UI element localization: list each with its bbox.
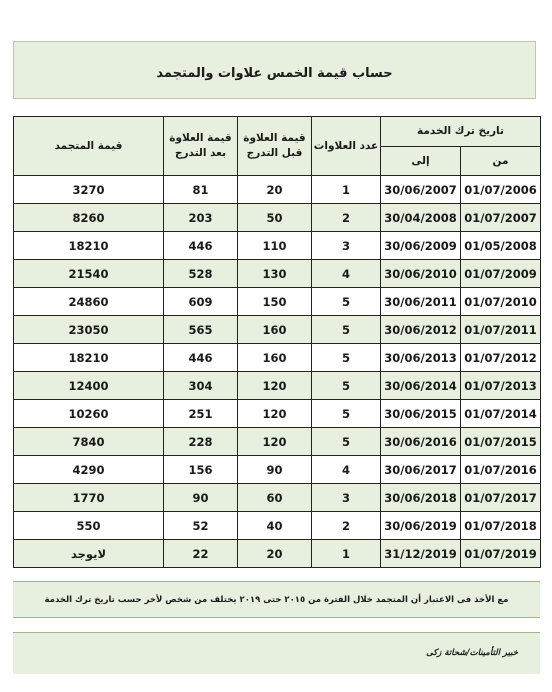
- cell-to: 30/06/2016: [381, 428, 461, 456]
- cell-before: 60: [238, 484, 312, 512]
- cell-after: 251: [164, 400, 238, 428]
- signature-box: [13, 632, 540, 674]
- header-to: إلى: [381, 147, 461, 176]
- table-row: [14, 540, 541, 568]
- cell-to: 30/06/2019: [381, 512, 461, 540]
- cell-to: 30/06/2017: [381, 456, 461, 484]
- cell-before: 20: [238, 176, 312, 204]
- cell-after: 528: [164, 260, 238, 288]
- cell-to: 30/06/2014: [381, 372, 461, 400]
- header-accumulated: قيمة المتجمد: [14, 117, 164, 176]
- table-row: [14, 260, 541, 288]
- cell-accumulated: 1770: [14, 484, 164, 512]
- header-from: من: [461, 147, 541, 176]
- note-box: [13, 581, 540, 618]
- cell-count: 5: [312, 428, 381, 456]
- cell-count: 4: [312, 456, 381, 484]
- cell-accumulated: 4290: [14, 456, 164, 484]
- cell-accumulated: 7840: [14, 428, 164, 456]
- cell-after: 22: [164, 540, 238, 568]
- cell-to: 30/06/2018: [381, 484, 461, 512]
- cell-accumulated: 18210: [14, 232, 164, 260]
- cell-to: 30/06/2007: [381, 176, 461, 204]
- cell-accumulated: 8260: [14, 204, 164, 232]
- page-title: حساب قيمة الخمس علاوات والمتجمد: [156, 65, 393, 81]
- table-row: [14, 512, 541, 540]
- cell-after: 203: [164, 204, 238, 232]
- cell-to: 30/06/2012: [381, 316, 461, 344]
- header-row: [14, 117, 541, 147]
- cell-before: 90: [238, 456, 312, 484]
- header-before: قيمة العلاوة قبل التدرج: [238, 117, 312, 176]
- cell-from: 01/07/2016: [461, 456, 541, 484]
- cell-from: 01/07/2009: [461, 260, 541, 288]
- table-row: [14, 484, 541, 512]
- cell-from: 01/07/2019: [461, 540, 541, 568]
- title-box: [13, 41, 536, 99]
- cell-after: 228: [164, 428, 238, 456]
- cell-to: 30/06/2009: [381, 232, 461, 260]
- table-row: [14, 400, 541, 428]
- cell-from: 01/07/2015: [461, 428, 541, 456]
- cell-to: 30/06/2013: [381, 344, 461, 372]
- cell-count: 1: [312, 540, 381, 568]
- cell-accumulated: 23050: [14, 316, 164, 344]
- cell-from: 01/07/2010: [461, 288, 541, 316]
- cell-before: 120: [238, 372, 312, 400]
- cell-from: 01/07/2013: [461, 372, 541, 400]
- cell-before: 150: [238, 288, 312, 316]
- cell-from: 01/07/2006: [461, 176, 541, 204]
- cell-after: 90: [164, 484, 238, 512]
- cell-to: 30/06/2010: [381, 260, 461, 288]
- cell-before: 120: [238, 400, 312, 428]
- cell-before: 130: [238, 260, 312, 288]
- allowance-table: [13, 116, 541, 568]
- cell-accumulated: 10260: [14, 400, 164, 428]
- cell-count: 1: [312, 176, 381, 204]
- cell-after: 81: [164, 176, 238, 204]
- cell-before: 110: [238, 232, 312, 260]
- cell-count: 5: [312, 400, 381, 428]
- cell-from: 01/07/2007: [461, 204, 541, 232]
- cell-count: 5: [312, 344, 381, 372]
- cell-after: 446: [164, 344, 238, 372]
- table-row: [14, 344, 541, 372]
- cell-count: 5: [312, 316, 381, 344]
- table-row: [14, 456, 541, 484]
- cell-accumulated: 550: [14, 512, 164, 540]
- cell-after: 156: [164, 456, 238, 484]
- cell-after: 52: [164, 512, 238, 540]
- table-row: [14, 232, 541, 260]
- cell-after: 446: [164, 232, 238, 260]
- cell-to: 30/04/2008: [381, 204, 461, 232]
- cell-from: 01/07/2011: [461, 316, 541, 344]
- cell-count: 3: [312, 484, 381, 512]
- cell-count: 2: [312, 512, 381, 540]
- table-row: [14, 176, 541, 204]
- cell-count: 5: [312, 372, 381, 400]
- header-service-date: تاريخ ترك الخدمة: [381, 117, 541, 147]
- header-count: عدد العلاوات: [312, 117, 381, 176]
- cell-count: 4: [312, 260, 381, 288]
- cell-from: 01/07/2017: [461, 484, 541, 512]
- cell-count: 2: [312, 204, 381, 232]
- signature-text: خبير التأمينات/شحاتة زكى: [426, 648, 518, 658]
- cell-from: 01/07/2018: [461, 512, 541, 540]
- cell-from: 01/07/2012: [461, 344, 541, 372]
- header-after: قيمة العلاوة بعد التدرج: [164, 117, 238, 176]
- cell-accumulated: 24860: [14, 288, 164, 316]
- cell-after: 565: [164, 316, 238, 344]
- cell-to: 30/06/2015: [381, 400, 461, 428]
- cell-before: 160: [238, 344, 312, 372]
- table-row: [14, 288, 541, 316]
- table-row: [14, 316, 541, 344]
- cell-to: 30/06/2011: [381, 288, 461, 316]
- cell-before: 50: [238, 204, 312, 232]
- cell-accumulated: 3270: [14, 176, 164, 204]
- cell-before: 120: [238, 428, 312, 456]
- table-row: [14, 204, 541, 232]
- cell-from: 01/05/2008: [461, 232, 541, 260]
- cell-count: 3: [312, 232, 381, 260]
- cell-before: 20: [238, 540, 312, 568]
- cell-accumulated: 21540: [14, 260, 164, 288]
- cell-accumulated: 18210: [14, 344, 164, 372]
- cell-before: 160: [238, 316, 312, 344]
- cell-to: 31/12/2019: [381, 540, 461, 568]
- cell-after: 609: [164, 288, 238, 316]
- cell-after: 304: [164, 372, 238, 400]
- note-text: مع الأخذ فى الاعتبار أن المتجمد خلال الفترة من ٢٠١٥ حتى ٢٠١٩ يختلف من شخص لأخر حسب تاريخ ترك الخدمة: [44, 594, 509, 605]
- table-row: [14, 372, 541, 400]
- cell-accumulated: لايوجد: [14, 540, 164, 568]
- cell-before: 40: [238, 512, 312, 540]
- cell-from: 01/07/2014: [461, 400, 541, 428]
- cell-accumulated: 12400: [14, 372, 164, 400]
- cell-count: 5: [312, 288, 381, 316]
- table-row: [14, 428, 541, 456]
